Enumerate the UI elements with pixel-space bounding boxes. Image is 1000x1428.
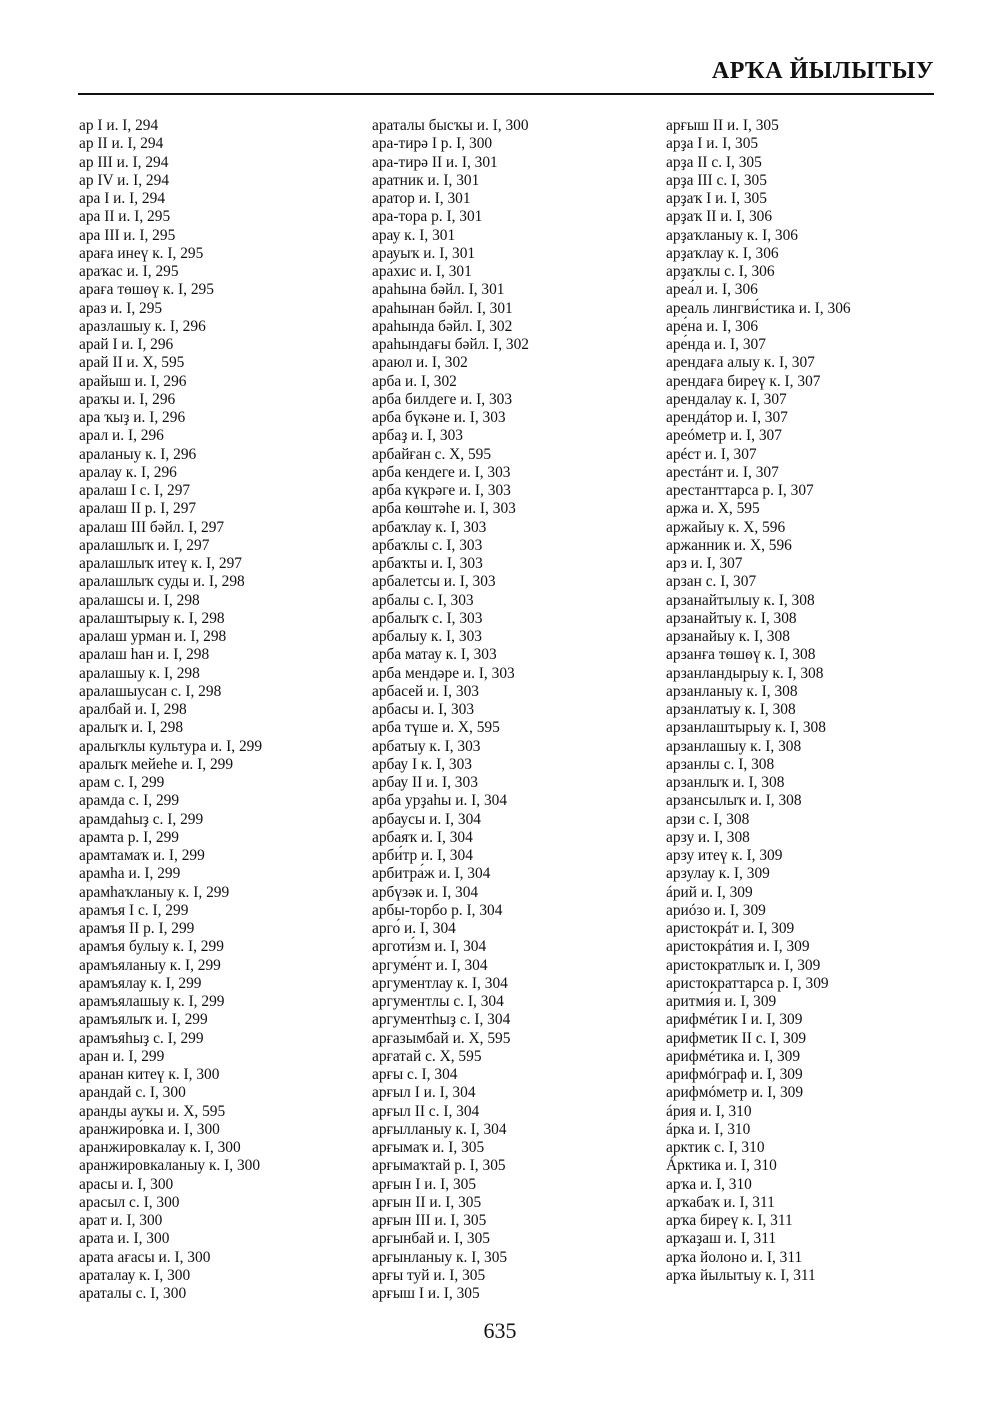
- index-entry: арбасей и. I, 303: [372, 682, 479, 700]
- index-entry: аралашыу к. I, 298: [79, 664, 200, 682]
- index-entry: арифмéтик I и. I, 309: [666, 1011, 803, 1029]
- index-entry: арба мендәре и. I, 303: [372, 664, 515, 682]
- index-entry: арбүзәк и. I, 304: [372, 883, 479, 901]
- index-entry: аралаш II р. I, 297: [79, 500, 197, 518]
- index-entry: арамда с. I, 299: [79, 792, 180, 810]
- index-entry: аралаш урман и. I, 298: [79, 628, 227, 645]
- index-entry: араға инеү к. I, 295: [79, 244, 204, 262]
- index-column-3: [666, 117, 851, 1285]
- index-entry: арамдаһыҙ с. I, 299: [79, 810, 204, 828]
- index-entry: арба урҙаһы и. I, 304: [372, 792, 508, 810]
- index-entry: арғын I и. I, 305: [372, 1175, 477, 1193]
- index-entry: арғыл I и. I, 304: [372, 1084, 476, 1102]
- index-entry: арбаяҡ и. I, 304: [372, 828, 473, 846]
- index-entry: арифмóграф и. I, 309: [666, 1066, 803, 1083]
- index-entry: арбаҙ и. I, 303: [372, 427, 463, 445]
- index-entry: арғы туй и. I, 305: [372, 1266, 486, 1284]
- index-entry: арғыш II и. I, 305: [666, 117, 779, 134]
- index-entry: арау к. I, 301: [372, 226, 456, 244]
- index-entry: арҡа и. I, 310: [666, 1175, 752, 1193]
- index-entry: арба билдеге и. I, 303: [372, 390, 513, 408]
- index-entry: аристократтарса р. I, 309: [666, 974, 829, 992]
- index-entry: арай I и. I, 296: [79, 336, 174, 353]
- index-entry: арендалау к. I, 307: [666, 390, 787, 408]
- index-entry: аранжировкаланыу к. I, 300: [79, 1157, 261, 1175]
- index-entry: араһына бәйл. I, 301: [372, 281, 505, 299]
- index-entry: арба бүкәне и. I, 303: [372, 409, 506, 426]
- running-head: АРҠА ЙЫЛЫТЫУ: [711, 58, 934, 84]
- index-entry: араталы с. I, 300: [79, 1285, 187, 1302]
- index-entry: арзу и. I, 308: [666, 828, 750, 846]
- index-entry: аранжировкалау к. I, 300: [79, 1139, 241, 1156]
- index-entry: арғазымбай и. X, 595: [372, 1029, 511, 1047]
- index-column-1: [79, 117, 262, 1303]
- index-entry: арендаға биреү к. I, 307: [666, 372, 821, 390]
- index-entry: арҙа II с. I, 305: [666, 153, 762, 171]
- index-entry: арал и. I, 296: [79, 427, 164, 445]
- index-entry: аржа и. X, 595: [666, 500, 760, 518]
- index-entry: ар IV и. I, 294: [79, 171, 170, 189]
- index-entry: арз и. I, 307: [666, 555, 743, 572]
- index-entry: аралаш III бәйл. I, 297: [79, 518, 225, 536]
- index-entry: арзан с. I, 307: [666, 573, 757, 591]
- index-entry: аралбай и. I, 298: [79, 701, 187, 718]
- index-entry: арзанлашыу к. I, 308: [666, 737, 802, 755]
- index-entry: Áрктика и. I, 310: [666, 1157, 777, 1175]
- index-entry: аранжиро́вка и. I, 300: [79, 1120, 220, 1138]
- index-entry: арғы с. I, 304: [372, 1066, 458, 1083]
- index-entry: арат и. I, 300: [79, 1212, 163, 1229]
- index-entry: ареа́л и. I, 306: [666, 281, 758, 299]
- index-entry: ареаль лингви́стика и. I, 306: [666, 299, 851, 317]
- index-entry: арбаҡлы с. I, 303: [372, 536, 483, 554]
- index-entry: аристокрáтия и. I, 309: [666, 938, 810, 956]
- index-entry: аралыҡ и. I, 298: [79, 719, 184, 737]
- index-entry: арба матау к. I, 303: [372, 646, 497, 664]
- index-entry: арасыл с. I, 300: [79, 1193, 180, 1211]
- index-entry: арҡа биреү к. I, 311: [666, 1212, 793, 1229]
- index-entry: арбалы с. I, 303: [372, 591, 474, 609]
- index-entry: аре́нда и. I, 307: [666, 336, 766, 353]
- index-entry: арестанттарса р. I, 307: [666, 482, 814, 499]
- index-entry: аралашлыҡ и. I, 297: [79, 536, 210, 554]
- index-entry: арзанлы с. I, 308: [666, 755, 775, 773]
- index-entry: арба кендеге и. I, 303: [372, 463, 511, 481]
- index-entry: аралашсы и. I, 298: [79, 591, 200, 609]
- index-entry: аристокрáт и. I, 309: [666, 920, 795, 937]
- index-entry: аралаш I с. I, 297: [79, 482, 191, 499]
- index-entry: арам с. I, 299: [79, 774, 165, 791]
- index-entry: ара I и. I, 294: [79, 190, 166, 207]
- index-entry: арифмóметр и. I, 309: [666, 1084, 804, 1102]
- index-entry: аргументлау к. I, 304: [372, 974, 508, 992]
- index-entry: арзанға төшөү к. I, 308: [666, 646, 816, 664]
- index-entry: арифмéтика и. I, 309: [666, 1047, 801, 1065]
- index-entry: аратник и. I, 301: [372, 171, 480, 189]
- index-entry: аралаштырыу к. I, 298: [79, 609, 225, 627]
- index-entry: ар III и. I, 294: [79, 153, 169, 171]
- index-entry: арбалыу к. I, 303: [372, 628, 482, 645]
- index-entry: аргументлы с. I, 304: [372, 993, 504, 1010]
- index-entry: арамъя булыу к. I, 299: [79, 938, 224, 956]
- index-entry: аранан китеү к. I, 300: [79, 1066, 220, 1083]
- index-column-2: [372, 117, 529, 1303]
- index-entry: ар I и. I, 294: [79, 117, 159, 134]
- index-entry: аргуме́нт и. I, 304: [372, 956, 488, 974]
- index-entry: арасы и. I, 300: [79, 1175, 174, 1193]
- index-entry: арҙаҡлау к. I, 306: [666, 244, 779, 262]
- index-entry: араһындағы бәйл. I, 302: [372, 336, 529, 353]
- index-entry: арамъяһыҙ с. I, 299: [79, 1029, 204, 1047]
- index-entry: арамһаҡланыу к. I, 299: [79, 883, 230, 901]
- index-entry: арба көштәһе и. I, 303: [372, 500, 516, 518]
- index-entry: арамъялашыу к. I, 299: [79, 993, 225, 1010]
- index-entry: áрий и. I, 309: [666, 883, 753, 901]
- index-entry: арбайған с. X, 595: [372, 445, 492, 463]
- index-entry: арба и. I, 302: [372, 372, 457, 390]
- index-entry: арбалетсы и. I, 303: [372, 573, 496, 591]
- index-entry: арҡаҙаш и. I, 311: [666, 1230, 777, 1248]
- index-entry: аран и. I, 299: [79, 1047, 165, 1065]
- index-entry: ара-тирә I р. I, 300: [372, 135, 493, 153]
- index-entry: аразлашыу к. I, 296: [79, 317, 206, 335]
- index-entry: арзанайтылыу к. I, 308: [666, 591, 815, 609]
- index-entry: арамта р. I, 299: [79, 828, 179, 846]
- index-entry: араталы бысҡы и. I, 300: [372, 117, 529, 134]
- index-entry: арендаға алыу к. I, 307: [666, 354, 815, 372]
- index-entry: ара-тирә II и. I, 301: [372, 153, 498, 171]
- index-entry: аралашыусан с. I, 298: [79, 682, 222, 700]
- index-entry: арҙаҡ II и. I, 306: [666, 208, 773, 226]
- index-entry: арамһа и. I, 299: [79, 865, 181, 883]
- index-entry: арзанландырыу к. I, 308: [666, 664, 824, 682]
- index-entry: арзанайтыу к. I, 308: [666, 609, 797, 627]
- index-entry: араһынан бәйл. I, 301: [372, 299, 513, 317]
- index-entry: арбаҡлау к. I, 303: [372, 518, 487, 536]
- index-entry: арҙаҡланыу к. I, 306: [666, 226, 798, 244]
- index-entry: аржанник и. X, 596: [666, 536, 792, 554]
- index-entry: арендáтор и. I, 307: [666, 409, 788, 426]
- index-entry: арбаусы и. I, 304: [372, 810, 481, 828]
- index-entry: арбатыу к. I, 303: [372, 737, 481, 755]
- index-entry: арҙа I и. I, 305: [666, 135, 759, 153]
- index-entry: арба түше и. X, 595: [372, 719, 500, 737]
- index-entry: арзанлыҡ и. I, 308: [666, 774, 785, 791]
- index-entry: áрия и. I, 310: [666, 1102, 752, 1120]
- index-entry: арай II и. X, 595: [79, 354, 185, 372]
- index-entry: арауыҡ и. I, 301: [372, 244, 476, 262]
- index-entry: аралыҡлы культура и. I, 299: [79, 737, 263, 755]
- header-rule: [78, 93, 934, 95]
- index-entry: арбаҡты и. I, 303: [372, 555, 483, 572]
- index-entry: арбасы и. I, 303: [372, 701, 475, 718]
- page-number: 635: [483, 1318, 517, 1343]
- index-entry: аргументһыҙ с. I, 304: [372, 1011, 511, 1029]
- index-entry: аралашлыҡ суды и. I, 298: [79, 573, 245, 591]
- index-entry: арҙа III с. I, 305: [666, 171, 767, 189]
- index-entry: арктик с. I, 310: [666, 1139, 765, 1156]
- index-entry: арата ағасы и. I, 300: [79, 1248, 211, 1266]
- index-entry: арғатай с. X, 595: [372, 1047, 482, 1065]
- index-entry: араталау к. I, 300: [79, 1266, 191, 1284]
- index-entry: аралау к. I, 296: [79, 463, 177, 481]
- index-entry: арба күкрәге и. I, 303: [372, 482, 511, 499]
- index-entry: арамъяланыу к. I, 299: [79, 956, 221, 974]
- index-entry: аралыҡ мейеһе и. I, 299: [79, 755, 234, 773]
- index-entry: аралашлыҡ итеү к. I, 297: [79, 555, 242, 572]
- index-entry: арзанайыу к. I, 308: [666, 628, 790, 645]
- index-entry: ариóзо и. I, 309: [666, 901, 766, 919]
- index-entry: арестáнт и. I, 307: [666, 463, 779, 481]
- index-entry: арбау I к. I, 303: [372, 755, 473, 773]
- index-entry: аралаш һан и. I, 298: [79, 646, 210, 664]
- index-entry: арғын III и. I, 305: [372, 1212, 487, 1229]
- index-entry: арандай с. I, 300: [79, 1084, 186, 1102]
- index-entry: арзанланыу к. I, 308: [666, 682, 798, 700]
- index-entry: арамъя II р. I, 299: [79, 920, 195, 937]
- index-entry: арғылланыу к. I, 304: [372, 1120, 507, 1138]
- index-entry: арзансылыҡ и. I, 308: [666, 792, 802, 810]
- index-entry: арбалыҡ с. I, 303: [372, 609, 483, 627]
- index-entry: аратор и. I, 301: [372, 190, 471, 207]
- index-entry: арамтамаҡ и. I, 299: [79, 847, 205, 864]
- index-entry: арамъялау к. I, 299: [79, 974, 202, 992]
- index-entry: араҡас и. I, 295: [79, 263, 179, 280]
- index-entry: араҡы и. I, 296: [79, 390, 176, 408]
- index-entry: арғыл II с. I, 304: [372, 1102, 480, 1120]
- index-entry: арзи с. I, 308: [666, 810, 750, 828]
- index-entry: арҡа йолоно и. I, 311: [666, 1248, 803, 1266]
- index-entry: арзулау к. I, 309: [666, 865, 770, 883]
- index-entry: аритми́я и. I, 309: [666, 993, 777, 1010]
- index-entry: аре́на и. I, 306: [666, 317, 759, 335]
- index-entry: арбитра́ж и. I, 304: [372, 865, 491, 883]
- index-entry: арзу итеү к. I, 309: [666, 847, 783, 864]
- index-entry: аранды ауҡы и. X, 595: [79, 1102, 226, 1120]
- index-entry: арамъя I с. I, 299: [79, 901, 189, 919]
- index-entry: арғынланыу к. I, 305: [372, 1248, 508, 1266]
- index-entry: арзанлаштырыу к. I, 308: [666, 719, 826, 737]
- index-entry: арҙаҡлы с. I, 306: [666, 263, 775, 280]
- index-entry: арғымаҡтай р. I, 305: [372, 1157, 506, 1175]
- index-entry: ара II и. I, 295: [79, 208, 171, 226]
- index-entry: арғын II и. I, 305: [372, 1193, 482, 1211]
- index-entry: арамъялыҡ и. I, 299: [79, 1011, 208, 1029]
- index-entry: аржайыу к. X, 596: [666, 518, 786, 536]
- index-entry: арайыш и. I, 296: [79, 372, 187, 390]
- index-entry: арбы-торбо р. I, 304: [372, 901, 503, 919]
- index-entry: араюл и. I, 302: [372, 354, 468, 372]
- index-entry: арбау II и. I, 303: [372, 774, 478, 791]
- index-entry: ареóметр и. I, 307: [666, 427, 782, 445]
- index-entry: арғынбай и. I, 305: [372, 1230, 490, 1248]
- index-entry: арби́тр и. I, 304: [372, 847, 473, 864]
- index-entry: ара-тора р. I, 301: [372, 208, 483, 226]
- index-entry: áрка и. I, 310: [666, 1120, 751, 1138]
- index-entry: арата и. I, 300: [79, 1230, 170, 1248]
- index-entry: арéст и. I, 307: [666, 445, 757, 463]
- index-entry: араланыу к. I, 296: [79, 445, 197, 463]
- index-entry: арготи́зм и. I, 304: [372, 938, 487, 956]
- index-entry: арзанлатыу к. I, 308: [666, 701, 796, 718]
- index-entry: арғымаҡ и. I, 305: [372, 1139, 485, 1156]
- index-entry: ара́хис и. I, 301: [372, 263, 472, 280]
- index-entry: ара ҡыҙ и. I, 296: [79, 409, 186, 426]
- index-entry: арҡабаҡ и. I, 311: [666, 1193, 775, 1211]
- index-entry: ар II и. I, 294: [79, 135, 164, 153]
- index-entry: арҙаҡ I и. I, 305: [666, 190, 767, 207]
- index-entry: арифметик II с. I, 309: [666, 1029, 807, 1047]
- index-entry: араһында бәйл. I, 302: [372, 317, 513, 335]
- index-entry: араз и. I, 295: [79, 299, 163, 317]
- index-entry: ара III и. I, 295: [79, 226, 176, 244]
- index-entry: арҡа йылытыу к. I, 311: [666, 1266, 816, 1284]
- index-entry: араға төшөү к. I, 295: [79, 281, 214, 299]
- index-entry: аристократлыҡ и. I, 309: [666, 956, 821, 974]
- index-entry: арго́ и. I, 304: [372, 920, 456, 937]
- index-entry: арғыш I и. I, 305: [372, 1285, 480, 1302]
